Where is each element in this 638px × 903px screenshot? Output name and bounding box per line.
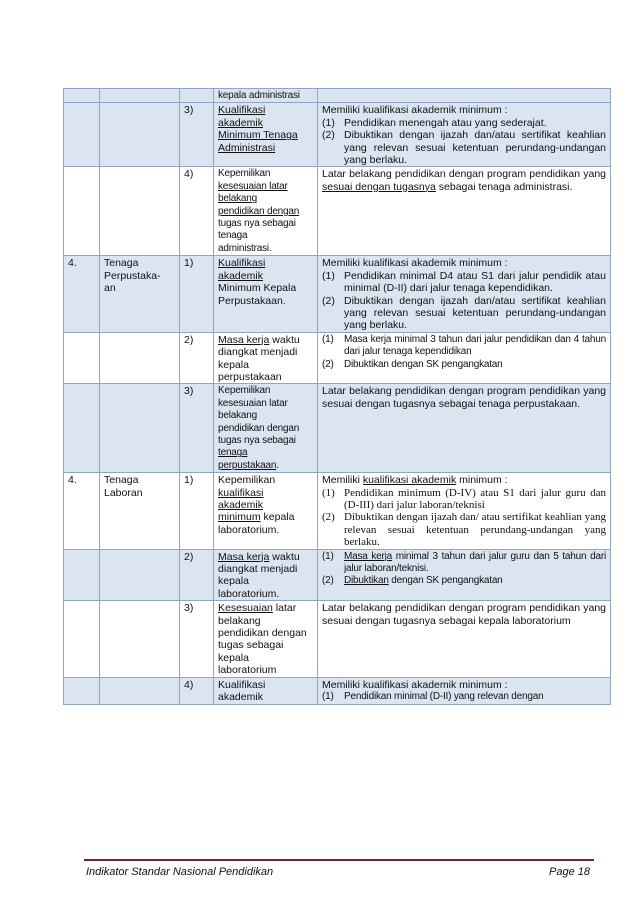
requirement-line: belakang [218, 410, 257, 422]
requirement-line: laboratorium. [218, 523, 280, 536]
standards-table [63, 88, 611, 705]
table-row [64, 601, 611, 677]
requirement-line: Kepemilikan [218, 385, 271, 397]
description-intro: Memiliki [322, 474, 363, 487]
cell-description [318, 89, 611, 103]
row-number: 4. [68, 257, 77, 270]
cell-requirement [214, 473, 318, 549]
list-marker: (1) [322, 333, 334, 345]
requirement-line: tugas nya sebagai [218, 434, 296, 446]
table-row [64, 103, 611, 167]
list-text: minimal 3 tahun dari jalur guru dan 5 tahun dari jalur laboran/teknisi. [344, 550, 606, 575]
cell-no [64, 601, 100, 677]
cell-role [100, 549, 180, 601]
requirement-line: Minimum Tenaga [218, 129, 298, 142]
table-row [64, 677, 611, 704]
cell-role [100, 89, 180, 103]
requirement-line: Kualifikasi [218, 257, 266, 270]
requirement-line: Kesesuaian [218, 602, 273, 615]
table-row [64, 384, 611, 473]
cell-description [318, 256, 611, 332]
requirement-line: akademik [218, 269, 263, 282]
requirement-line: minimum [218, 511, 261, 524]
list-item [322, 487, 606, 512]
list-item [322, 359, 606, 371]
requirement-line: kualifikasi [218, 486, 264, 499]
description-text: Latar belakang pendidikan dengan program pendidikan yang sesuai dengan tugasnya sebagai tenaga perpustakaan. [322, 385, 606, 410]
item-number: 4) [184, 678, 194, 691]
requirement-line: akademik [218, 499, 263, 511]
description-intro: Memiliki kualifikasi akademik minimum : [322, 257, 508, 270]
requirement-line: kepala [218, 358, 249, 371]
cell-num [180, 103, 214, 167]
list-text: Masa kerja minimal 3 tahun dari jalur pendidikan dan 4 tahun dari jalur tenaga kependidikan [344, 333, 606, 358]
cell-no [64, 89, 100, 103]
requirement-line: perpustakaan [218, 459, 277, 471]
item-number: 3) [184, 104, 194, 117]
requirement-line: belakang [218, 193, 257, 205]
requirement-line: perpustakaan [218, 370, 282, 383]
requirement-line: pendidikan dengan [218, 422, 300, 434]
requirement-line: belakang [218, 614, 261, 627]
requirement-line: tenaga [218, 447, 248, 459]
cell-requirement [214, 256, 318, 332]
cell-role [100, 167, 180, 256]
cell-num [180, 549, 214, 601]
cell-no [64, 384, 100, 473]
table-row [64, 256, 611, 332]
requirement-line: waktu [272, 333, 300, 346]
requirement-line: laboratorium [218, 664, 277, 677]
list-marker: (2) [322, 511, 335, 524]
list-marker: (1) [322, 269, 335, 282]
role-line: Perpustaka- [104, 269, 161, 282]
footer-document-title: Indikator Standar Nasional Pendidikan [86, 866, 274, 878]
cell-no [64, 103, 100, 167]
requirement-line: waktu [272, 550, 300, 563]
requirement-line: akademik [218, 691, 263, 704]
requirement-line: pendidikan dengan [218, 205, 300, 217]
list-item [322, 334, 606, 359]
item-number: 4) [184, 168, 194, 181]
table-row [64, 473, 611, 549]
list-item [322, 129, 606, 166]
requirement-line: administrasi. [218, 242, 272, 254]
requirement-line: kepala [218, 651, 249, 664]
item-number: 3) [184, 385, 194, 398]
cell-no [64, 167, 100, 256]
cell-num [180, 473, 214, 549]
requirement-line: Perpustakaan. [218, 294, 286, 307]
list-text: Dibuktikan dengan ijazah dan/atau sertifikat keahlian yang relevan sesuai ketentuan perundang-undangan yang berlaku. [344, 129, 606, 167]
list-text-underlined: Dibuktikan [344, 575, 389, 587]
cell-role [100, 384, 180, 473]
cell-num [180, 601, 214, 677]
requirement-line: Masa kerja [218, 550, 270, 563]
list-text: Dibuktikan dengan ijazah dan/ atau sertifikat keahlian yang relevan sesuai ketentuan perundang-undangan yang berlaku. [344, 511, 606, 549]
description-underlined: kualifikasi akademik [362, 474, 457, 487]
list-item [322, 575, 606, 587]
footer-rule [84, 859, 594, 861]
list-item [322, 511, 606, 548]
list-text: Dibuktikan dengan SK pengangkatan [344, 358, 503, 370]
cell-description [318, 601, 611, 677]
cell-role [100, 332, 180, 384]
cell-role [100, 473, 180, 549]
cell-requirement [214, 677, 318, 704]
cell-no [64, 256, 100, 332]
cell-no [64, 473, 100, 549]
list-text: Dibuktikan dengan ijazah dan/atau sertifikat keahlian yang relevan sesuai ketentuan perundang-undangan yang berlaku. [344, 294, 606, 332]
requirement-line: tenaga [218, 230, 248, 242]
table-row [64, 549, 611, 601]
description-intro: Memiliki kualifikasi akademik minimum : [322, 678, 508, 691]
cell-num [180, 89, 214, 103]
requirement-line: diangkat menjadi [218, 563, 298, 576]
list-marker: (2) [322, 358, 334, 370]
cell-num [180, 677, 214, 704]
description-intro: Memiliki kualifikasi akademik minimum : [322, 104, 508, 117]
requirement-line: kesesuaian latar [218, 397, 288, 409]
cell-no [64, 677, 100, 704]
item-number: 3) [184, 602, 194, 615]
list-marker: (1) [322, 486, 335, 499]
list-marker: (2) [322, 294, 335, 307]
requirement-line: Kualifikasi [218, 678, 266, 691]
list-item [322, 270, 606, 295]
requirement-line: pendidikan dengan [218, 627, 307, 640]
cell-description [318, 332, 611, 384]
list-text: Pendidikan menengah atau yang sederajat. [344, 116, 547, 129]
cell-role [100, 103, 180, 167]
requirement-line: tugas nya sebagai [218, 218, 296, 230]
description-text: Latar belakang pendidikan dengan program pendidikan yang sesuai dengan tugasnya sebagai kepala laboratorium [322, 602, 606, 627]
list-text: Pendidikan minimal D4 atau S1 dari jalur pendidik atau minimal (D-II) dari jalur tenaga kependidikan. [344, 269, 606, 295]
role-line: Tenaga [104, 474, 139, 487]
table-row [64, 167, 611, 256]
list-text: dengan SK pengangkatan [388, 575, 503, 587]
requirement-line: tugas sebagai [218, 639, 284, 652]
list-item [322, 691, 606, 703]
list-marker: (2) [322, 575, 334, 587]
role-line: an [104, 282, 116, 295]
cell-no [64, 332, 100, 384]
role-line: Tenaga [104, 257, 139, 270]
list-item [322, 117, 606, 129]
requirement-line: latar [275, 602, 297, 615]
cell-role [100, 256, 180, 332]
footer-page-number: Page 18 [549, 866, 590, 878]
requirement-line: kepala [218, 575, 249, 588]
requirement-punct: . [276, 459, 279, 471]
item-number: 2) [184, 550, 194, 563]
cell-requirement [214, 103, 318, 167]
role-line: Laboran [104, 486, 143, 499]
row-number: 4. [68, 474, 77, 487]
cell-num [180, 256, 214, 332]
requirement-line: Administrasi [218, 141, 276, 154]
list-item [322, 295, 606, 332]
list-item [322, 551, 606, 576]
cell-requirement [214, 601, 318, 677]
requirement-line: kepala [263, 511, 295, 524]
cell-requirement [214, 167, 318, 256]
table-row [64, 332, 611, 384]
table-row [64, 89, 611, 103]
cell-description [318, 167, 611, 256]
requirement-line: Kepemilikan [218, 474, 276, 487]
requirement-line: Masa kerja [218, 333, 270, 346]
requirement-line: akademik [218, 116, 263, 129]
cell-num [180, 384, 214, 473]
cell-description [318, 384, 611, 473]
requirement-text: kepala administrasi [218, 90, 300, 101]
requirement-line: Kualifikasi [218, 104, 266, 117]
cell-role [100, 601, 180, 677]
description-intro: minimum : [456, 474, 508, 487]
list-text: Pendidikan minimum (D-IV) atau S1 dari jalur guru dan (D-III) dari jalur laboran/teknisi [344, 486, 606, 511]
cell-description [318, 549, 611, 601]
requirement-line: Kepemilikan [218, 168, 271, 180]
cell-description [318, 677, 611, 704]
cell-role [100, 677, 180, 704]
cell-no [64, 549, 100, 601]
list-marker: (1) [322, 116, 335, 129]
item-number: 1) [184, 257, 194, 270]
requirement-line: Minimum Kepala [218, 282, 297, 295]
list-text-underlined: Masa kerja [344, 550, 393, 562]
cell-num [180, 167, 214, 256]
cell-requirement [214, 549, 318, 601]
list-marker: (1) [322, 691, 334, 703]
requirement-line: diangkat menjadi [218, 346, 298, 359]
requirement-line: kesesuaian latar [218, 180, 288, 192]
cell-description [318, 473, 611, 549]
cell-requirement [214, 89, 318, 103]
list-marker: (2) [322, 129, 335, 142]
description-text: sebagai tenaga administrasi. [435, 180, 573, 193]
cell-num [180, 332, 214, 384]
list-text: Pendidikan minimal (D-II) yang relevan dengan [344, 691, 544, 703]
description-text: Latar belakang pendidikan dengan program pendidikan yang [322, 168, 606, 181]
item-number: 1) [184, 474, 194, 487]
description-underlined: sesuai dengan tugasnya [322, 180, 436, 193]
cell-description [318, 103, 611, 167]
list-marker: (1) [322, 550, 334, 562]
item-number: 2) [184, 333, 194, 346]
cell-requirement [214, 384, 318, 473]
requirement-line: laboratorium. [218, 587, 280, 600]
cell-requirement [214, 332, 318, 384]
